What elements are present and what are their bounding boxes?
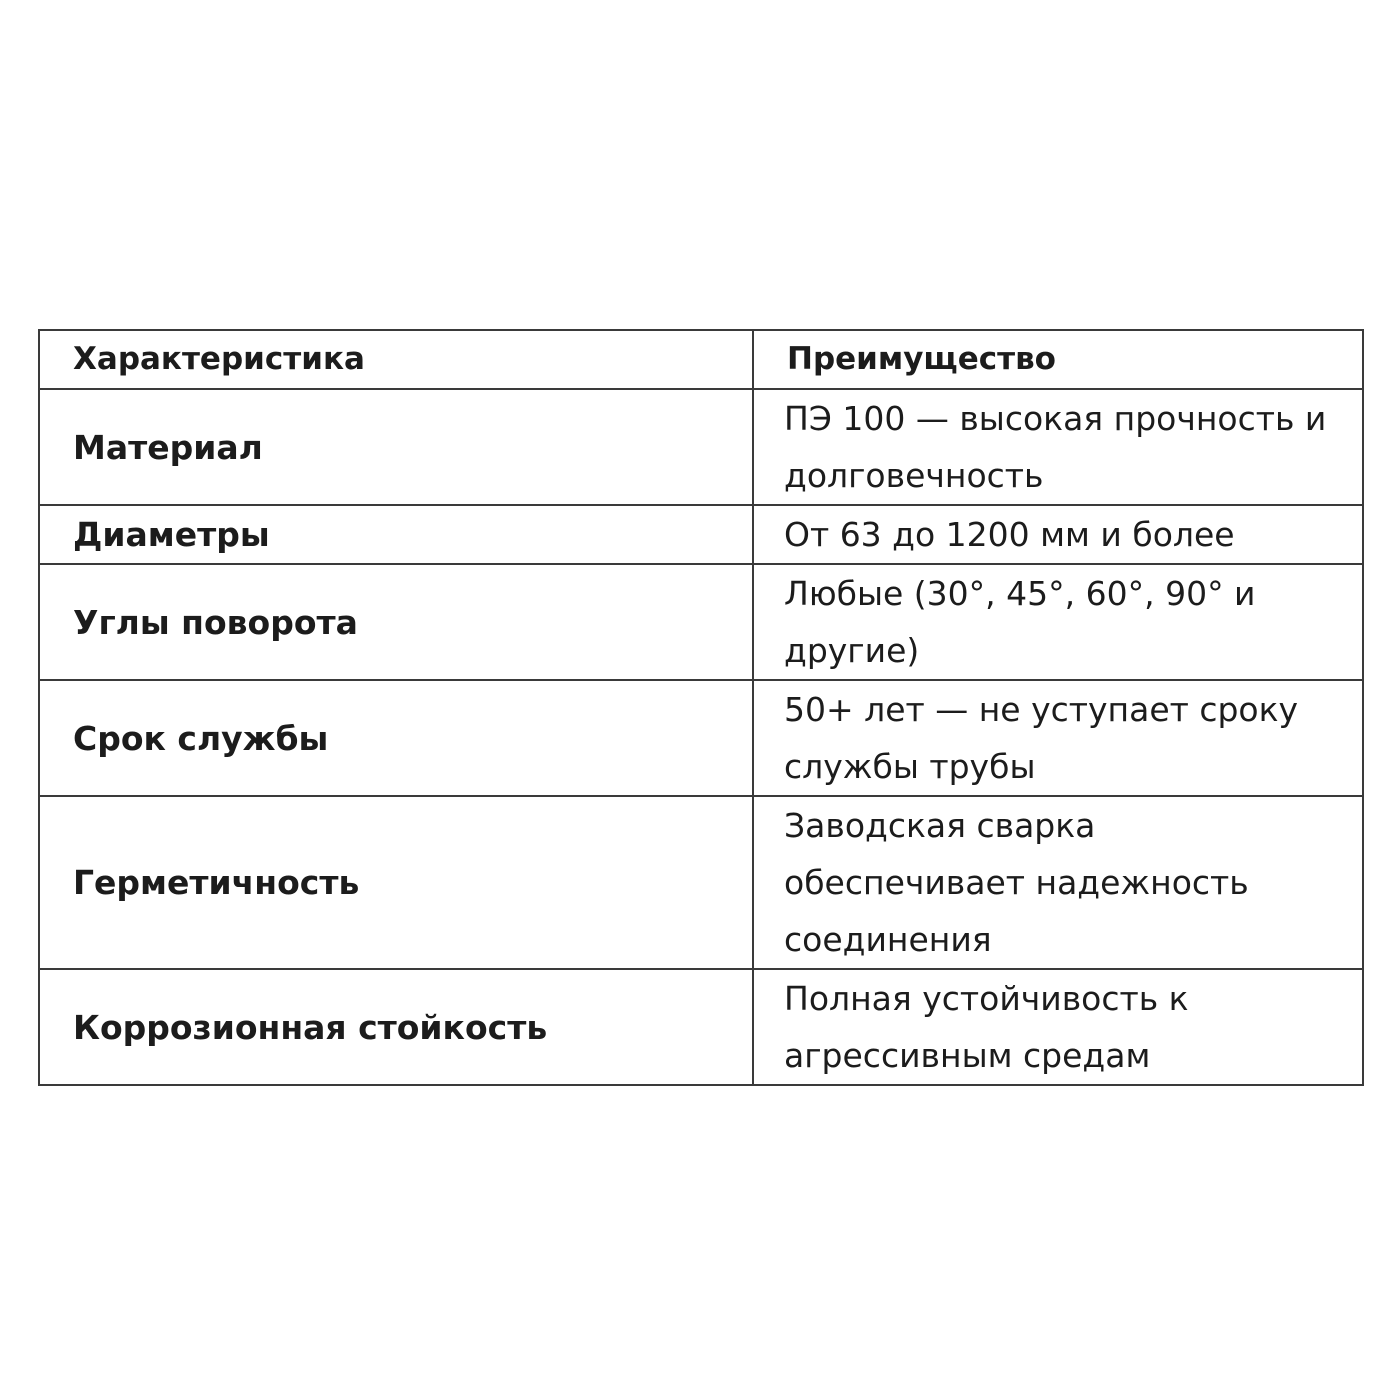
row-value [753,796,1363,969]
table-row [39,796,1363,969]
row-value [753,680,1363,796]
row-value-line: другие) [784,631,920,670]
row-name: Срок службы [39,680,753,796]
row-name: Диаметры [39,505,753,564]
row-name: Материал [39,389,753,505]
row-name: Коррозионная стойкость [39,969,753,1085]
row-value-line: службы трубы [784,747,1036,786]
row-value-line: Заводская сварка [784,806,1096,845]
row-value [753,505,1363,564]
table-row [39,389,1363,505]
row-value-line: обеспечивает надежность [784,863,1249,902]
column-header-characteristic: Характеристика [39,330,753,389]
row-value-line: долговечность [784,456,1044,495]
table-row [39,680,1363,796]
row-value [753,389,1363,505]
table-row [39,969,1363,1085]
row-name: Герметичность [39,796,753,969]
column-header-advantage: Преимущество [753,330,1363,389]
row-value [753,564,1363,680]
row-value-line: 50+ лет — не уступает сроку [784,690,1299,729]
row-value-line: соединения [784,920,992,959]
features-table [38,329,1364,1086]
table-row [39,564,1363,680]
row-value-line: Любые (30°, 45°, 60°, 90° и [784,574,1256,613]
table-header-row [39,330,1363,389]
row-value-line: ПЭ 100 — высокая прочность и [784,399,1327,438]
row-value [753,969,1363,1085]
table-row [39,505,1363,564]
row-value-line: Полная устойчивость к [784,979,1189,1018]
row-value-line: агрессивным средам [784,1036,1151,1075]
row-name: Углы поворота [39,564,753,680]
row-value-line: От 63 до 1200 мм и более [784,515,1235,554]
